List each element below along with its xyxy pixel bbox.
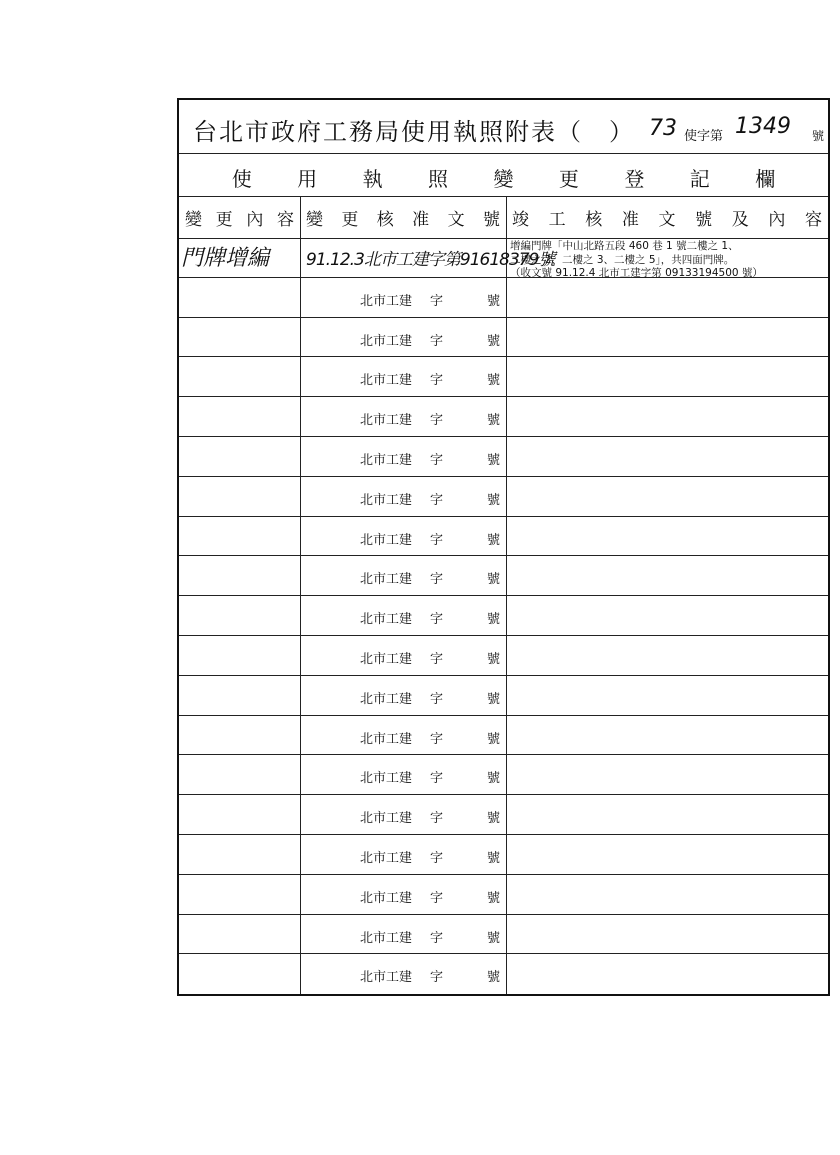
column-header-char: 竣 [512, 209, 529, 230]
section-title-char: 用 [297, 167, 318, 191]
column-header-char: 號 [482, 209, 500, 230]
ref-hao: 號 [487, 333, 501, 349]
ref-prefix: 北市工建 [360, 691, 413, 707]
hao-label: 號 [812, 129, 825, 143]
table-row [179, 437, 828, 477]
column-header-char: 核 [585, 209, 603, 230]
column-header-char: 內 [768, 209, 786, 230]
ref-zi: 字 [430, 612, 444, 628]
column-header-char: 核 [376, 209, 394, 230]
ref-prefix: 北市工建 [360, 731, 413, 747]
ref-hao: 號 [487, 970, 501, 986]
completion-note [510, 240, 763, 281]
ref-zi: 字 [430, 333, 444, 349]
ref-hao: 號 [487, 492, 501, 508]
section-title-char: 照 [428, 167, 449, 191]
column-header-char: 容 [276, 209, 294, 230]
ref-hao: 號 [487, 771, 501, 787]
header-completion-approval [506, 196, 828, 238]
ref-prefix: 北市工建 [360, 771, 413, 787]
form-title: 台北市政府工務局使用執照附表（ ） [193, 118, 635, 146]
column-header-char: 文 [447, 209, 465, 230]
table-row [179, 755, 828, 795]
change-approval-handwritten: 91.12.3北市工建字第91618379號 [306, 250, 555, 270]
column-header-char: 更 [215, 209, 233, 230]
ref-hao: 號 [487, 890, 501, 906]
ref-zi: 字 [430, 413, 444, 429]
usage-permit-appendix-form [177, 98, 830, 996]
completion-note-line: 增編門牌「中山北路五段 460 巷 1 號二樓之 1、 [510, 240, 739, 252]
section-title-char: 欄 [755, 167, 776, 191]
permit-word-label: 使字第 [684, 129, 724, 144]
column-header-char: 文 [658, 209, 676, 230]
section-title-char: 登 [624, 167, 645, 191]
ref-prefix: 北市工建 [360, 612, 413, 628]
completion-note-line: （收文號 91.12.4 北市工建字第 09133194500 號） [510, 267, 763, 279]
ref-zi: 字 [430, 453, 444, 468]
ref-hao: 號 [487, 453, 501, 468]
ref-prefix: 北市工建 [360, 492, 413, 508]
ref-zi: 字 [430, 970, 444, 986]
year-handwritten: 73 [649, 116, 677, 141]
ref-zi: 字 [430, 930, 444, 946]
column-header-char: 容 [805, 209, 822, 230]
ref-prefix: 北市工建 [360, 930, 413, 946]
ref-prefix: 北市工建 [360, 851, 413, 866]
ref-prefix: 北市工建 [360, 890, 413, 906]
ref-prefix: 北市工建 [360, 652, 413, 667]
table-row [179, 477, 828, 517]
table-row [179, 915, 828, 955]
header-change-content [179, 196, 300, 238]
ref-zi: 字 [430, 532, 444, 548]
column-header-char: 准 [621, 209, 639, 230]
ref-prefix: 北市工建 [360, 572, 413, 588]
permit-number-handwritten: 1349 [735, 114, 791, 139]
ref-zi: 字 [430, 293, 444, 309]
table-row [179, 278, 828, 318]
section-title-row [179, 153, 828, 197]
ref-hao: 號 [487, 373, 501, 389]
table-row [179, 397, 828, 437]
table-row [179, 835, 828, 875]
column-header-char: 變 [306, 209, 323, 230]
completion-note-line: 二樓之 2、二樓之 3、二樓之 5」，共四面門牌。 [510, 253, 735, 266]
section-title-char: 更 [558, 167, 579, 191]
change-content-handwritten: 門牌增編 [181, 246, 270, 271]
header-change-approval [300, 196, 506, 238]
column-header-char: 工 [548, 209, 566, 230]
ref-zi: 字 [430, 851, 444, 866]
ref-prefix: 北市工建 [360, 333, 413, 349]
column-header-char: 內 [246, 209, 264, 230]
ref-zi: 字 [430, 572, 444, 588]
ref-prefix: 北市工建 [360, 811, 413, 827]
ref-hao: 號 [487, 851, 501, 866]
ref-hao: 號 [487, 731, 501, 747]
table-row [179, 517, 828, 557]
section-title-char: 執 [362, 167, 383, 191]
table-row [179, 556, 828, 596]
ref-prefix: 北市工建 [360, 970, 413, 986]
ref-zi: 字 [430, 373, 444, 389]
column-header-char: 准 [412, 209, 430, 230]
ref-prefix: 北市工建 [360, 373, 413, 389]
ref-hao: 號 [487, 691, 501, 707]
table-row [179, 716, 828, 756]
section-title-char: 變 [493, 167, 514, 191]
ref-zi: 字 [430, 811, 444, 827]
column-header-char: 更 [341, 209, 359, 230]
table-row [179, 636, 828, 676]
ref-hao: 號 [487, 572, 501, 588]
ref-prefix: 北市工建 [360, 293, 413, 309]
ref-prefix: 北市工建 [360, 413, 413, 429]
table-row [179, 676, 828, 716]
ref-hao: 號 [487, 293, 501, 309]
ref-prefix: 北市工建 [360, 532, 413, 548]
table-row [179, 875, 828, 915]
ref-zi: 字 [430, 890, 444, 906]
ref-hao: 號 [487, 930, 501, 946]
ref-zi: 字 [430, 731, 444, 747]
ref-hao: 號 [487, 652, 501, 667]
table-row [179, 596, 828, 636]
ref-zi: 字 [430, 652, 444, 667]
title-row [179, 100, 828, 154]
ref-zi: 字 [430, 492, 444, 508]
table-row [179, 795, 828, 835]
section-title-char: 記 [689, 167, 710, 191]
ref-hao: 號 [487, 612, 501, 628]
ref-zi: 字 [430, 771, 444, 787]
column-header-char: 及 [731, 209, 749, 230]
table-row [179, 238, 828, 278]
ref-hao: 號 [487, 532, 501, 548]
ref-prefix: 北市工建 [360, 453, 413, 468]
table-row [179, 954, 828, 994]
ref-hao: 號 [487, 413, 501, 429]
ref-zi: 字 [430, 691, 444, 707]
ref-hao: 號 [487, 811, 501, 827]
column-header-char: 變 [185, 209, 202, 230]
column-header-char: 號 [695, 209, 713, 230]
table-row [179, 318, 828, 358]
table-row [179, 357, 828, 397]
section-title [179, 163, 828, 192]
section-title-char: 使 [231, 167, 252, 191]
column-header-row [179, 196, 828, 239]
